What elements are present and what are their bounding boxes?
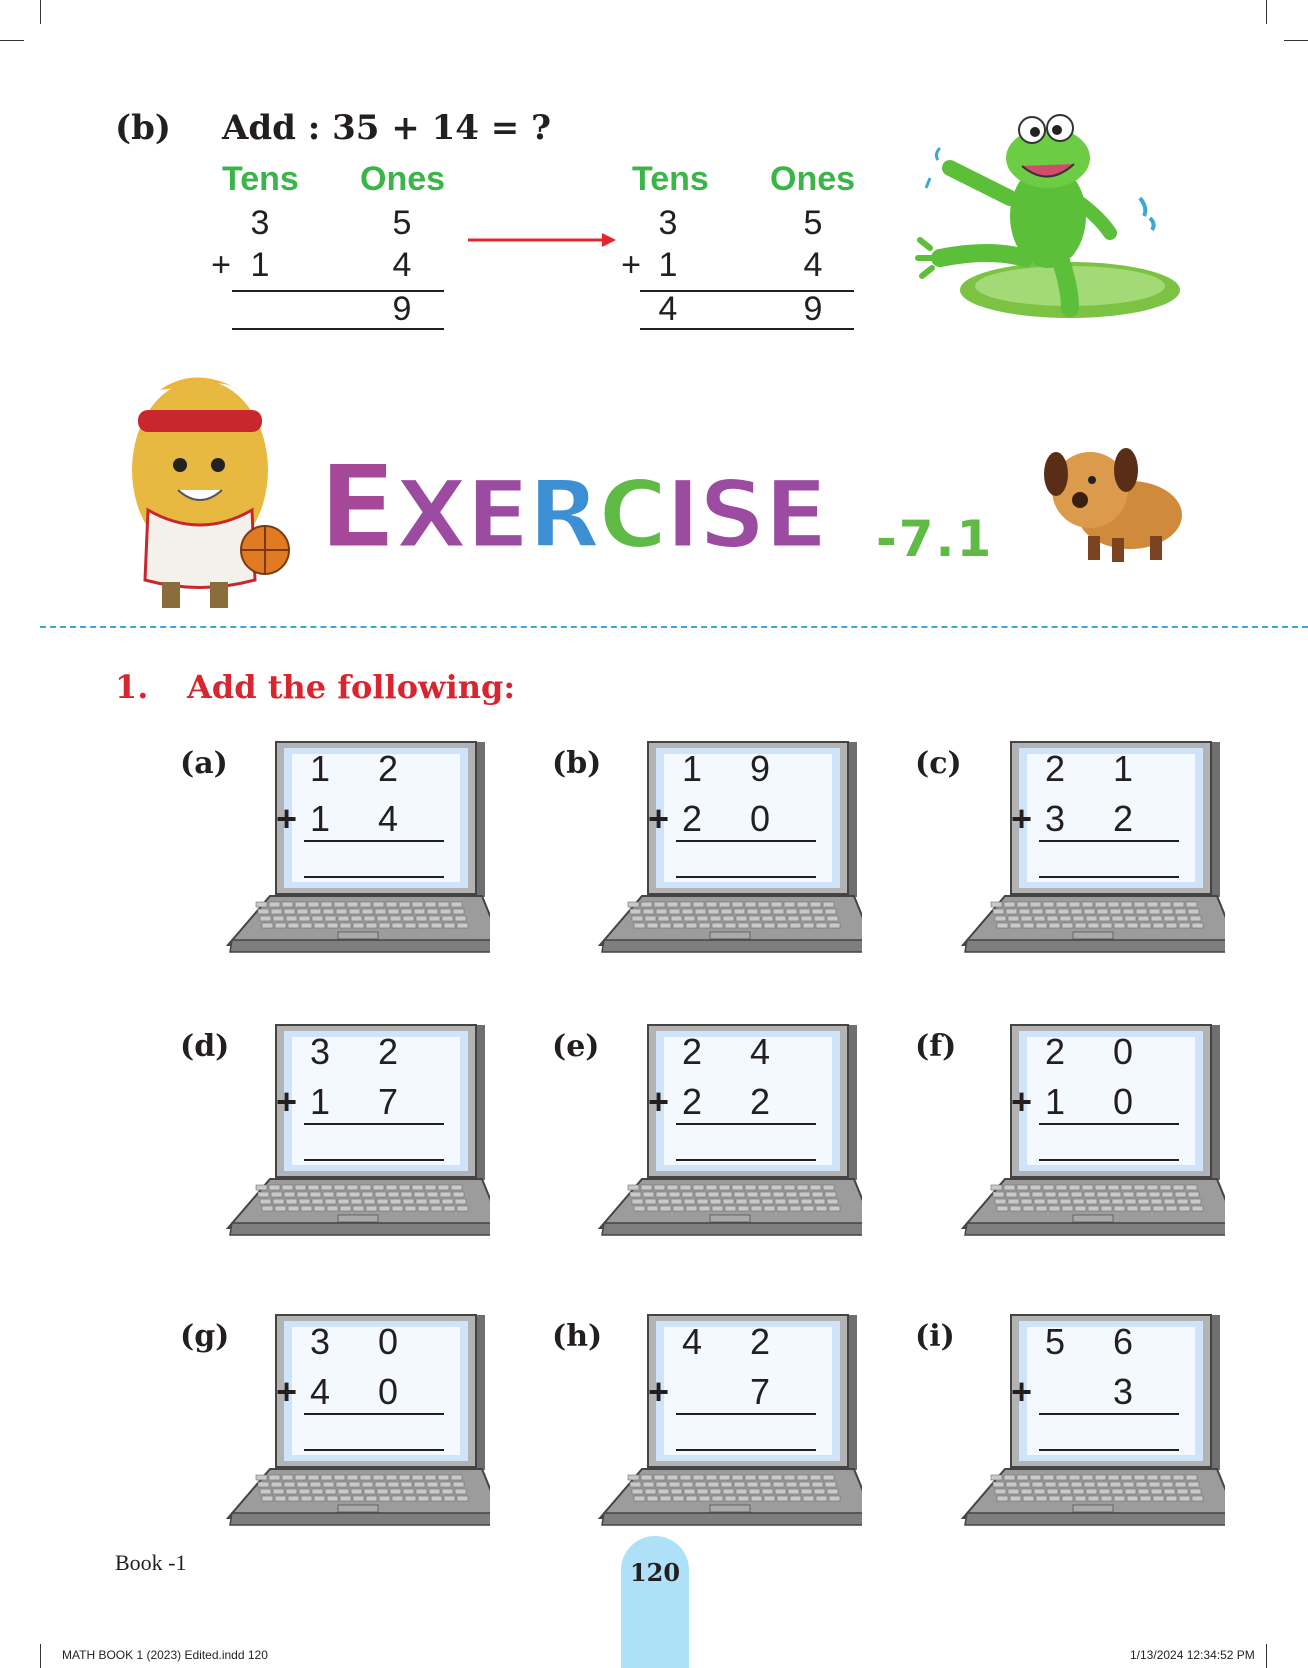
banner-letter: E (764, 461, 827, 570)
ones-digit: 9 (749, 748, 771, 789)
sum-line (676, 1413, 816, 1415)
banner-letter: S (698, 461, 765, 570)
arrow-icon (468, 230, 616, 250)
crop-mark (1266, 0, 1267, 24)
tens-digit: 4 (681, 1321, 703, 1362)
tens-header: Tens (222, 160, 299, 198)
tens-digit: 3 (309, 1321, 331, 1362)
answer-line (304, 876, 444, 878)
banner-letter: C (598, 461, 666, 570)
tens-digit: 1 (309, 1081, 331, 1122)
banner-letter: X (395, 461, 466, 570)
ones-digit: 2 (749, 1081, 771, 1122)
ones-digit: 2 (1112, 798, 1134, 839)
example-title: Add : 35 + 14 = ? (222, 108, 552, 148)
question-text: Add the following: (187, 668, 516, 706)
tens-digit: 2 (681, 1081, 703, 1122)
potato-mascot-illustration (100, 370, 310, 620)
sum-line (1039, 1413, 1179, 1415)
section-divider (40, 626, 1308, 628)
plus-sign: + (621, 246, 641, 284)
sum-line (676, 840, 816, 842)
plus-sign: + (1011, 798, 1033, 839)
plus-sign: + (648, 1081, 670, 1122)
file-info: MATH BOOK 1 (2023) Edited.indd 120 (62, 1648, 268, 1662)
sum-line (232, 328, 444, 330)
ones-digit: 7 (749, 1371, 771, 1412)
exercise-title (318, 440, 826, 575)
digit: 3 (250, 204, 270, 242)
example-label: (b) (115, 108, 171, 148)
sum-line (1039, 840, 1179, 842)
digit: 5 (392, 204, 412, 242)
laptop-illustration (592, 1023, 862, 1238)
crop-mark (40, 1644, 41, 1668)
plus-sign: + (648, 1371, 670, 1412)
tens-digit: 2 (681, 798, 703, 839)
sum-line (304, 840, 444, 842)
crop-mark (0, 40, 24, 41)
answer-line (304, 1449, 444, 1451)
problem-label: (i) (915, 1319, 955, 1354)
answer-line (676, 876, 816, 878)
plus-sign: + (211, 246, 231, 284)
tens-digit: 3 (1044, 798, 1066, 839)
problem-label: (d) (180, 1029, 230, 1064)
answer-line (1039, 876, 1179, 878)
answer-line (676, 1449, 816, 1451)
answer-line (1039, 1449, 1179, 1451)
ones-digit: 2 (377, 1031, 399, 1072)
laptop-illustration (592, 740, 862, 955)
ones-digit: 0 (749, 798, 771, 839)
tens-digit: 2 (1044, 1031, 1066, 1072)
tens-digit: 3 (309, 1031, 331, 1072)
digit: 4 (392, 246, 412, 284)
crop-mark (1266, 1644, 1267, 1668)
ones-digit: 4 (377, 798, 399, 839)
plus-sign: + (276, 798, 298, 839)
digit: 5 (803, 204, 823, 242)
plus-sign: + (1011, 1371, 1033, 1412)
ones-digit: 2 (749, 1321, 771, 1362)
book-label: Book -1 (115, 1550, 187, 1575)
digit: 3 (658, 204, 678, 242)
plus-sign: + (648, 798, 670, 839)
frog-illustration (910, 108, 1190, 328)
tens-digit: 2 (1044, 748, 1066, 789)
banner-letter: E (465, 461, 528, 570)
ones-digit: 1 (1112, 748, 1134, 789)
sum-line (1039, 1123, 1179, 1125)
laptop-illustration (592, 1313, 862, 1528)
plus-sign: + (276, 1371, 298, 1412)
digit: 1 (658, 246, 678, 284)
sum-line (676, 1123, 816, 1125)
ones-digit: 2 (377, 748, 399, 789)
ones-digit: 0 (1112, 1031, 1134, 1072)
exercise-number: -7.1 (876, 510, 994, 568)
laptop-illustration (220, 1023, 490, 1238)
ones-digit: 0 (377, 1321, 399, 1362)
laptop-illustration (220, 1313, 490, 1528)
answer-line (1039, 1159, 1179, 1161)
problem-label: (c) (915, 746, 962, 781)
tens-digit: 2 (681, 1031, 703, 1072)
answer-line (676, 1159, 816, 1161)
page-tab (621, 1536, 689, 1668)
digit: 4 (658, 290, 678, 328)
banner-letter: I (665, 461, 699, 570)
plus-sign: + (276, 1081, 298, 1122)
crop-mark (40, 0, 41, 24)
laptop-illustration (955, 1313, 1225, 1528)
sum-line (640, 328, 854, 330)
problem-label: (e) (552, 1029, 600, 1064)
question-number: 1. (115, 668, 149, 706)
print-timestamp: 1/13/2024 12:34:52 PM (1130, 1648, 1255, 1662)
ones-header: Ones (360, 160, 446, 198)
problem-label: (f) (915, 1029, 957, 1064)
tens-digit: 1 (681, 748, 703, 789)
tens-header: Tens (632, 160, 709, 198)
ones-digit: 3 (1112, 1371, 1134, 1412)
ones-header: Ones (770, 160, 856, 198)
problem-label: (g) (180, 1319, 230, 1354)
problem-label: (h) (552, 1319, 603, 1354)
sum-line (304, 1413, 444, 1415)
plus-sign: + (1011, 1081, 1033, 1122)
problem-label: (a) (180, 746, 228, 781)
digit: 1 (250, 246, 270, 284)
ones-digit: 7 (377, 1081, 399, 1122)
tens-digit: 4 (309, 1371, 331, 1412)
tens-digit: 1 (309, 798, 331, 839)
digit: 4 (803, 246, 823, 284)
tens-digit: 1 (1044, 1081, 1066, 1122)
problem-label: (b) (552, 746, 602, 781)
ones-digit: 0 (377, 1371, 399, 1412)
banner-letter: E (318, 440, 396, 575)
dog-illustration (1040, 440, 1190, 565)
ones-digit: 4 (749, 1031, 771, 1072)
answer-line (304, 1159, 444, 1161)
laptop-illustration (220, 740, 490, 955)
page-number: 120 (629, 1558, 681, 1587)
sum-line (304, 1123, 444, 1125)
ones-digit: 6 (1112, 1321, 1134, 1362)
digit: 9 (392, 290, 412, 328)
tens-digit: 5 (1044, 1321, 1066, 1362)
ones-digit: 0 (1112, 1081, 1134, 1122)
banner-letter: R (527, 461, 599, 570)
tens-digit: 1 (309, 748, 331, 789)
crop-mark (1284, 40, 1308, 41)
digit: 9 (803, 290, 823, 328)
laptop-illustration (955, 740, 1225, 955)
laptop-illustration (955, 1023, 1225, 1238)
